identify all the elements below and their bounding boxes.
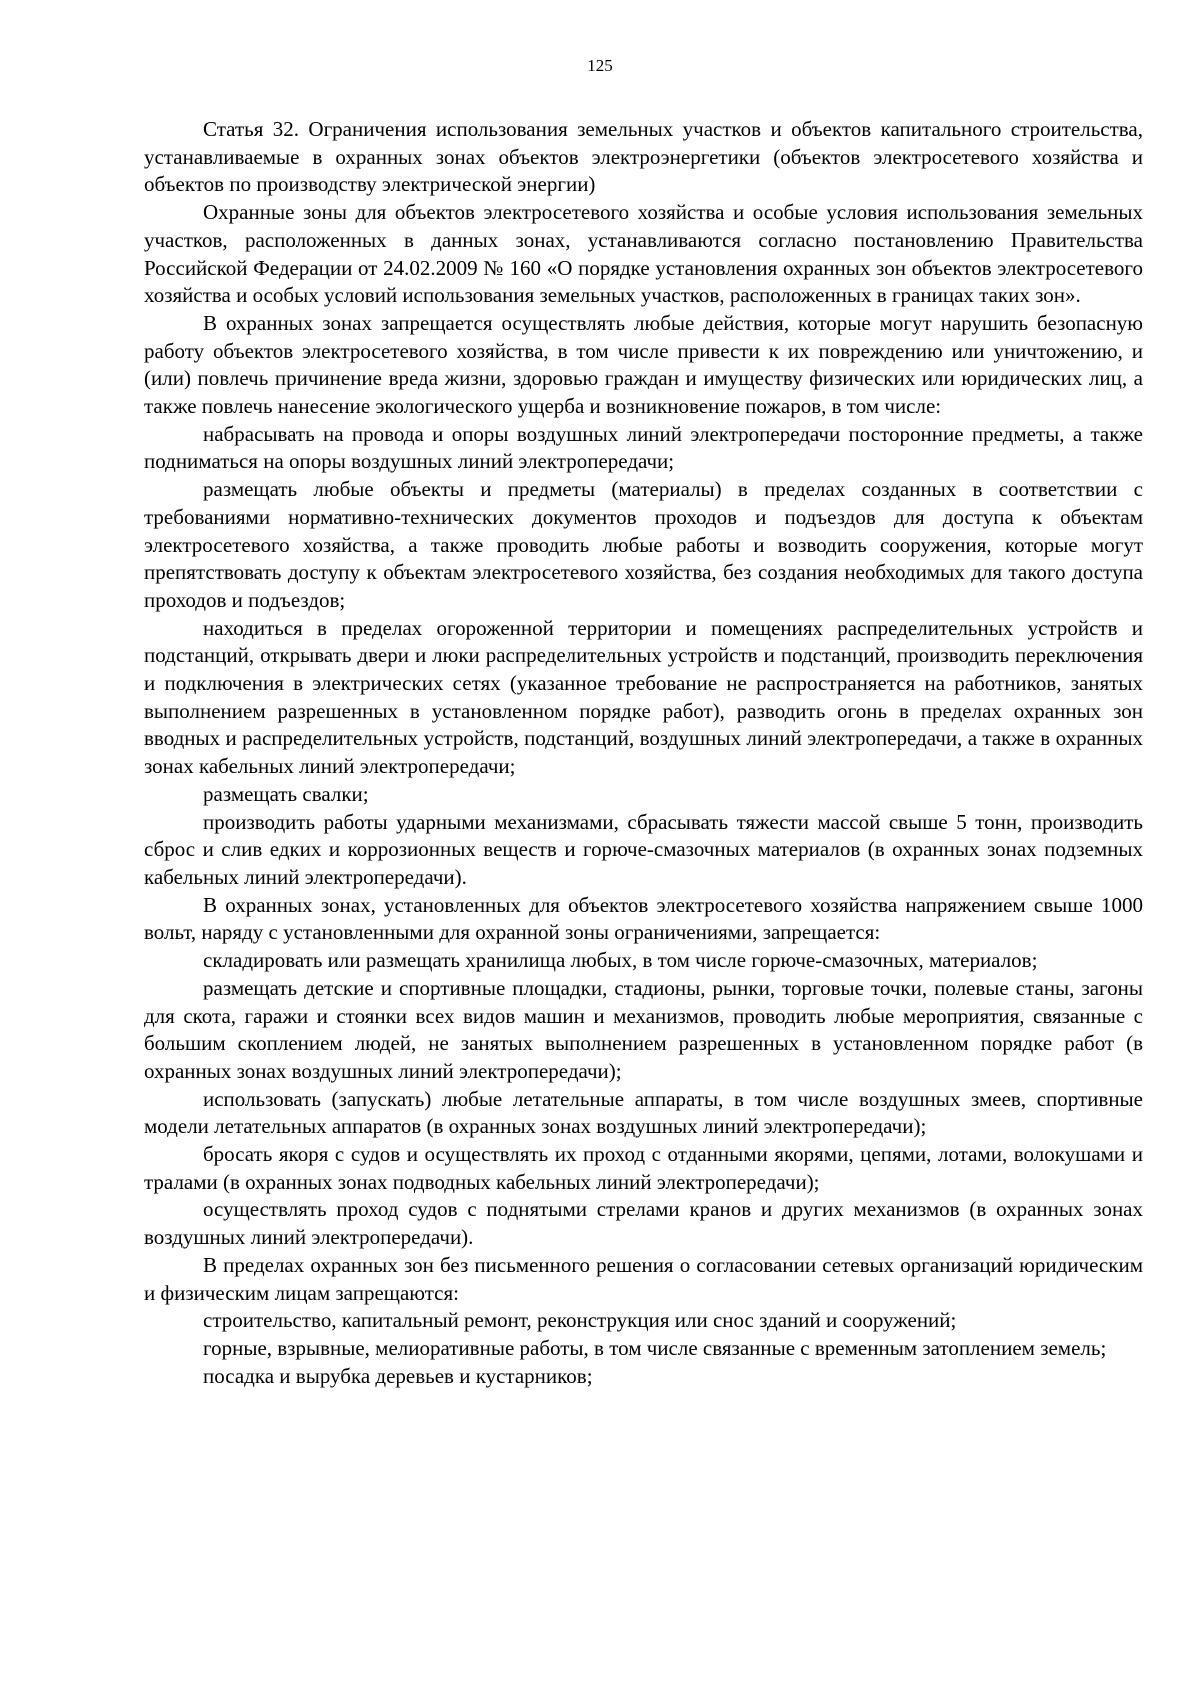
list-item: размещать любые объекты и предметы (материалы) в пределах созданных в соответствии с требованиями нормативно-технических документов проходов и подъездов для доступа к объектам электросетевого хозяйства, а также проводить любые работы и возводить сооружения, которые могут препятствовать доступу к объектам электросетевого хозяйства, без создания необходимых для такого доступа проходов и подъездов; (144, 477, 1143, 612)
list-item: размещать свалки; (203, 781, 369, 806)
list-item: набрасывать на провода и опоры воздушных линий электропередачи посторонние предметы, а также подниматься на опоры воздушных линий электропередачи; (144, 421, 1143, 474)
paragraph: В охранных зонах, установленных для объектов электросетевого хозяйства напряжением свыше 1000 вольт, наряду с установленными для охранной зоны ограничениями, запрещается: (144, 892, 1143, 945)
list-item: размещать детские и спортивные площадки, стадионы, рынки, торговые точки, полевые станы, загоны для скота, гаражи и стоянки всех видов машин и механизмов, проводить любые мероприятия, связанные с большим скоплением людей, не занятых выполнением разрешенных в установленном порядке работ (в охранных зонах воздушных линий электропередачи); (144, 975, 1143, 1083)
list-item: строительство, капитальный ремонт, реконструкция или снос зданий и сооружений; (203, 1308, 957, 1333)
list-item: горные, взрывные, мелиоративные работы, в том числе связанные с временным затоплением земель; (203, 1335, 1107, 1360)
document-body (144, 116, 1143, 1390)
list-item: посадка и вырубка деревьев и кустарников; (203, 1363, 593, 1388)
article-heading: Статья 32. Ограничения использования земельных участков и объектов капитального строительства, устанавливаемые в охранных зонах объектов электроэнергетики (объектов электросетевого хозяйства и объектов по производству электрической энергии) (144, 117, 1143, 197)
list-item: складировать или размещать хранилища любых, в том числе горюче-смазочных, материалов; (203, 948, 1038, 973)
list-item: осуществлять проход судов с поднятыми стрелами кранов и других механизмов (в охранных зонах воздушных линий электропередачи). (144, 1197, 1143, 1250)
paragraph: В пределах охранных зон без письменного решения о согласовании сетевых организаций юридическим и физическим лицам запрещаются: (144, 1252, 1143, 1305)
list-item: производить работы ударными механизмами, сбрасывать тяжести массой свыше 5 тонн, производить сброс и слив едких и коррозионных веществ и горюче-смазочных материалов (в охранных зонах подземных кабельных линий электропередачи). (144, 809, 1143, 889)
paragraph: В охранных зонах запрещается осуществлять любые действия, которые могут нарушить безопасную работу объектов электросетевого хозяйства, в том числе привести к их повреждению или уничтожению, и (или) повлечь причинение вреда жизни, здоровью граждан и имуществу физических или юридических лиц, а также повлечь нанесение экологического ущерба и возникновение пожаров, в том числе: (144, 310, 1143, 419)
paragraph: Охранные зоны для объектов электросетевого хозяйства и особые условия использования земельных участков, расположенных в данных зонах, устанавливаются согласно постановлению Правительства Российской Федерации от 24.02.2009 № 160 «О порядке установления охранных зон объектов электросетевого хозяйства и особых условий использования земельных участков, расположенных в границах таких зон». (144, 200, 1143, 308)
page-number: 125 (587, 56, 613, 75)
list-item: бросать якоря с судов и осуществлять их проход с отданными якорями, цепями, лотами, волокушами и тралами (в охранных зонах подводных кабельных линий электропередачи); (144, 1142, 1143, 1194)
list-item: находиться в пределах огороженной территории и помещениях распределительных устройств и подстанций, открывать двери и люки распределительных устройств и подстанций, производить переключения и подключения в электрических сетях (указанное требование не распространяется на работников, занятых выполнением разрешенных в установленном порядке работ), разводить огонь в пределах охранных зон вводных и распределительных устройств, подстанций, воздушных линий электропередачи, а также в охранных зонах кабельных линий электропередачи; (144, 615, 1143, 779)
list-item: использовать (запускать) любые летательные аппараты, в том числе воздушных змеев, спортивные модели летательных аппаратов (в охранных зонах воздушных линий электропередачи); (144, 1086, 1143, 1139)
